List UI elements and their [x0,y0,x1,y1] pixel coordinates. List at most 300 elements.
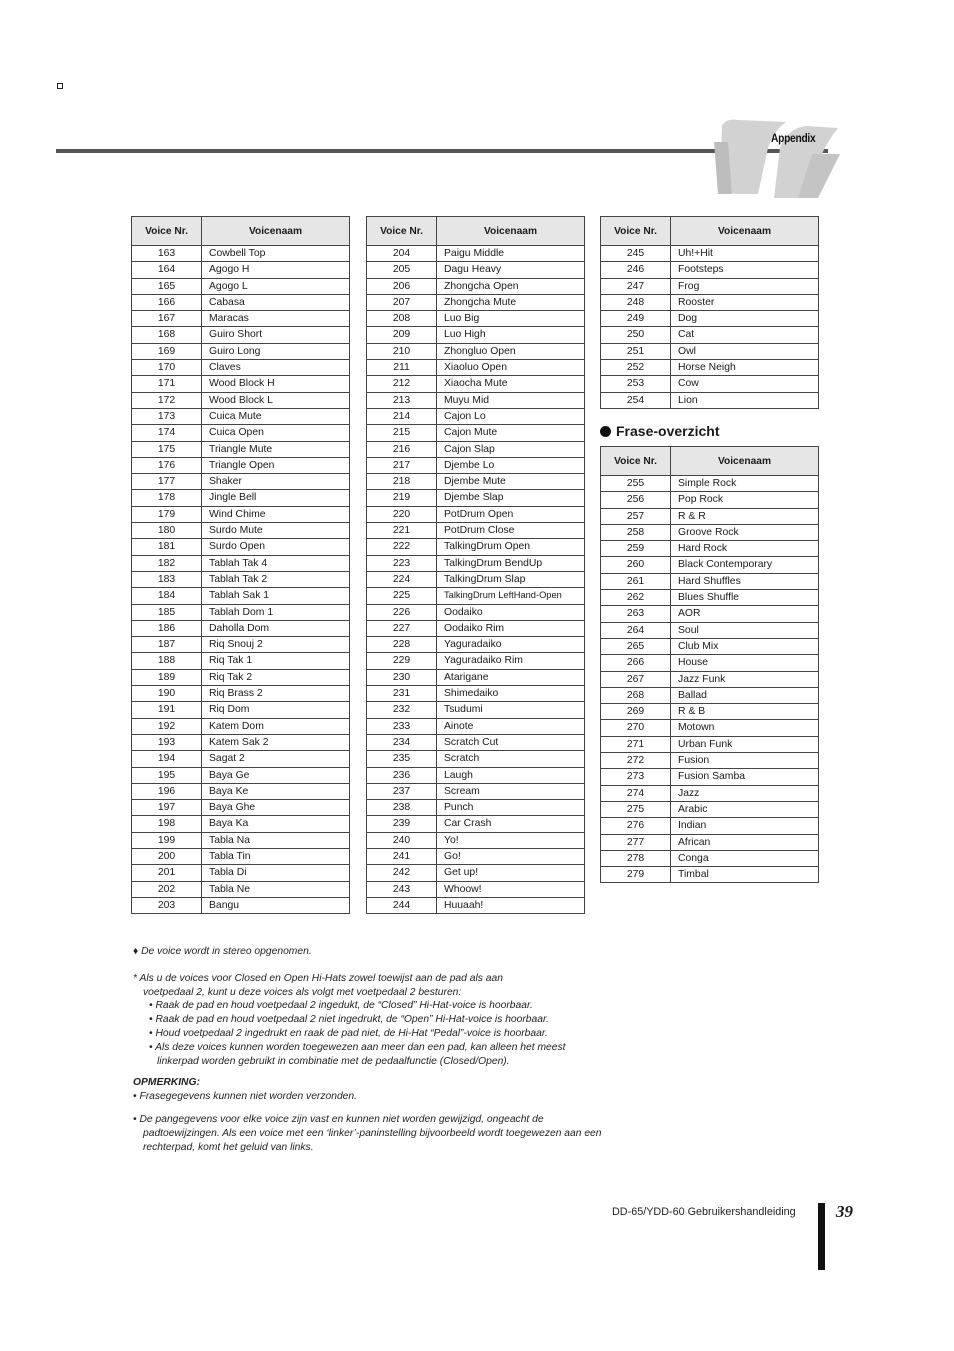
voice-name: Yaguradaiko [437,637,585,653]
voice-number: 229 [367,653,437,669]
table-row [367,620,585,636]
voice-name: Cabasa [202,294,350,310]
table-row [601,606,819,622]
voice-name: Rooster [671,294,819,310]
column-header-voice-nr: Voice Nr. [132,217,202,246]
table-row [601,818,819,834]
voice-name: Urban Funk [671,736,819,752]
voice-name: Owl [671,343,819,359]
table-row [601,278,819,294]
table-row [367,343,585,359]
table-row [367,686,585,702]
table-row [601,476,819,492]
manual-title: DD-65/YDD-60 Gebruikershandleiding [612,1206,796,1218]
voice-number: 231 [367,686,437,702]
voice-name: Katem Sak 2 [202,734,350,750]
voice-number: 243 [367,881,437,897]
table-row [132,457,350,473]
table-row [367,425,585,441]
voice-name: Katem Dom [202,718,350,734]
voice-number: 241 [367,848,437,864]
voice-number: 230 [367,669,437,685]
table-row [601,311,819,327]
table-row [132,669,350,685]
voice-number: 207 [367,294,437,310]
voice-name: Daholla Dom [202,620,350,636]
voice-name: Agogo H [202,262,350,278]
voice-number: 176 [132,457,202,473]
table-row [367,506,585,522]
voice-number: 183 [132,571,202,587]
voice-number: 199 [132,832,202,848]
voice-name: Tablah Dom 1 [202,604,350,620]
voice-name: Groove Rock [671,524,819,540]
table-row [132,865,350,881]
remark-item: • Frasegegevens kunnen niet worden verzonden. [133,1091,357,1103]
table-row [132,376,350,392]
remark-item: • De pangegevens voor elke voice zijn vast en kunnen niet worden gewijzigd, ongeacht de padtoewijzingen. Als een voice met een ‘linker’-paninstelling bijvoorbeeld wordt toegewezen aan een rechterpad, komt het geluid van links. [133,1113,602,1153]
voice-number: 261 [601,573,671,589]
table-row [132,392,350,408]
voice-number: 259 [601,541,671,557]
voice-name: Fusion [671,753,819,769]
voice-name: Whoow! [437,881,585,897]
table-row [367,767,585,783]
table-row [132,490,350,506]
voice-name: Scratch Cut [437,734,585,750]
voice-name: R & B [671,704,819,720]
note-hihat-line1: * Als u de voices voor Closed en Open Hi-Hats zowel toewijst aan de pad als aan [133,972,503,984]
voice-number: 225 [367,588,437,604]
voice-number: 218 [367,474,437,490]
footnotes [133,945,603,1154]
voice-name: Zhongcha Open [437,278,585,294]
voice-number: 268 [601,687,671,703]
table-row [367,408,585,424]
voice-name: Riq Snouj 2 [202,637,350,653]
remark-title: OPMERKING: [133,1077,200,1089]
voice-number: 260 [601,557,671,573]
table-row [132,783,350,799]
voice-name: Car Crash [437,816,585,832]
voice-name: Ballad [671,687,819,703]
voice-name: Muyu Mid [437,392,585,408]
voice-name: Scream [437,783,585,799]
voice-number: 196 [132,783,202,799]
voice-name: TalkingDrum Open [437,539,585,555]
table-row [367,718,585,734]
voice-number: 170 [132,360,202,376]
voice-name: Riq Tak 2 [202,669,350,685]
voice-name: Tablah Tak 4 [202,555,350,571]
voice-number: 192 [132,718,202,734]
table-row [367,588,585,604]
table-row [601,262,819,278]
voice-number: 253 [601,376,671,392]
voice-name: Cuica Mute [202,408,350,424]
voice-name: Agogo L [202,278,350,294]
voice-number: 179 [132,506,202,522]
table-row [601,687,819,703]
voice-name: Atarigane [437,669,585,685]
voice-name: Shimedaiko [437,686,585,702]
voice-name: Hard Shuffles [671,573,819,589]
note-hihat-bullet: • Als deze voices kunnen worden toegewezen aan meer dan een pad, kan alleen het meest linkerpad worden gebruikt in combinatie met de pedaalfunctie (Closed/Open). [149,1041,566,1067]
note-hihat-bullet: • Houd voetpedaal 2 ingedrukt en raak de pad niet, de Hi-Hat “Pedal”-voice is hoorbaar. [149,1027,548,1039]
voice-name: Indian [671,818,819,834]
voice-name: Tabla Na [202,832,350,848]
voice-number: 185 [132,604,202,620]
voice-name: TalkingDrum LeftHand-Open [437,588,585,604]
voice-number: 264 [601,622,671,638]
voice-name: Laugh [437,767,585,783]
voice-name: Djembe Slap [437,490,585,506]
voice-name: Horse Neigh [671,360,819,376]
voice-number: 242 [367,865,437,881]
table-row [132,474,350,490]
note-hihat-bullet: • Raak de pad en houd voetpedaal 2 ingedukt, de “Closed” Hi-Hat-voice is hoorbaar. [149,1000,533,1012]
table-row [601,246,819,262]
voice-number: 224 [367,571,437,587]
voice-name: Scratch [437,751,585,767]
voice-number: 219 [367,490,437,506]
voice-number: 173 [132,408,202,424]
table-row [367,474,585,490]
voice-number: 217 [367,457,437,473]
voice-name: Tablah Sak 1 [202,588,350,604]
voice-name: Paigu Middle [437,246,585,262]
voice-number: 279 [601,867,671,883]
voice-name: Maracas [202,311,350,327]
table-row [132,897,350,913]
table-row [132,702,350,718]
table-row [132,408,350,424]
voice-name: TalkingDrum Slap [437,571,585,587]
table-row [367,311,585,327]
voice-number: 222 [367,539,437,555]
voice-number: 250 [601,327,671,343]
voice-name: Baya Ka [202,816,350,832]
voice-name: Tabla Di [202,865,350,881]
table-row [132,571,350,587]
voice-name: Motown [671,720,819,736]
table-row [132,539,350,555]
voice-name: African [671,834,819,850]
voice-name: Arabic [671,801,819,817]
voice-number: 200 [132,848,202,864]
table-row [601,867,819,883]
table-row [367,327,585,343]
voice-number: 212 [367,376,437,392]
table-row [367,376,585,392]
table-row [367,637,585,653]
voice-number: 226 [367,604,437,620]
table-row [367,246,585,262]
table-row [132,294,350,310]
voice-name: Footsteps [671,262,819,278]
voice-number: 165 [132,278,202,294]
voice-number: 221 [367,523,437,539]
voice-name: Yaguradaiko Rim [437,653,585,669]
voice-number: 271 [601,736,671,752]
voice-number: 247 [601,278,671,294]
voice-number: 167 [132,311,202,327]
voice-name: TalkingDrum BendUp [437,555,585,571]
voice-name: Cowbell Top [202,246,350,262]
voice-number: 278 [601,850,671,866]
voice-name: Sagat 2 [202,751,350,767]
table-row [601,392,819,408]
voice-number: 163 [132,246,202,262]
voice-name: Get up! [437,865,585,881]
voice-number: 262 [601,590,671,606]
voice-name: Surdo Open [202,539,350,555]
voice-name: Cat [671,327,819,343]
voice-table-3 [600,216,819,409]
voice-number: 193 [132,734,202,750]
voice-number: 164 [132,262,202,278]
voice-number: 238 [367,800,437,816]
voice-name: Dagu Heavy [437,262,585,278]
page-number: 39 [836,1202,853,1221]
table-row [601,753,819,769]
voice-name: Riq Tak 1 [202,653,350,669]
voice-number: 215 [367,425,437,441]
voice-number: 211 [367,360,437,376]
voice-number: 186 [132,620,202,636]
voice-number: 210 [367,343,437,359]
table-row [367,262,585,278]
table-row [367,865,585,881]
voice-name: Cajon Lo [437,408,585,424]
voice-name: Luo Big [437,311,585,327]
table-row [601,360,819,376]
table-row [601,590,819,606]
table-row [132,343,350,359]
voice-number: 235 [367,751,437,767]
voice-number: 204 [367,246,437,262]
voice-name: Xiaoluo Open [437,360,585,376]
voice-name: Cajon Mute [437,425,585,441]
voice-number: 213 [367,392,437,408]
table-row [367,278,585,294]
table-row [601,736,819,752]
voice-number: 175 [132,441,202,457]
table-row [132,637,350,653]
voice-number: 197 [132,800,202,816]
table-row [601,573,819,589]
table-row [367,294,585,310]
table-row [367,734,585,750]
voice-name: Wood Block H [202,376,350,392]
voice-name: Timbal [671,867,819,883]
voice-table-2 [366,216,585,914]
voice-number: 256 [601,492,671,508]
column-header-voicenaam: Voicenaam [671,447,819,476]
voice-name: Cow [671,376,819,392]
table-row [601,850,819,866]
table-row [132,278,350,294]
voice-name: Fusion Samba [671,769,819,785]
table-row [367,800,585,816]
voice-number: 171 [132,376,202,392]
voice-number: 274 [601,785,671,801]
voice-name: Triangle Mute [202,441,350,457]
voice-number: 169 [132,343,202,359]
voice-number: 220 [367,506,437,522]
voice-name: Club Mix [671,638,819,654]
voice-number: 194 [132,751,202,767]
voice-name: Cuica Open [202,425,350,441]
voice-number: 228 [367,637,437,653]
voice-name: Zhongluo Open [437,343,585,359]
table-row [132,327,350,343]
table-row [367,848,585,864]
voice-number: 265 [601,638,671,654]
footer-bar [818,1203,825,1270]
voice-number: 216 [367,441,437,457]
table-row [132,800,350,816]
voice-name: Go! [437,848,585,864]
voice-name: Zhongcha Mute [437,294,585,310]
voice-name: Lion [671,392,819,408]
voice-name: Triangle Open [202,457,350,473]
table-row [367,539,585,555]
voice-number: 223 [367,555,437,571]
voice-name: Oodaiko [437,604,585,620]
note-hihat-bullet: • Raak de pad en houd voetpedaal 2 niet ingedrukt, de “Open” Hi-Hat-voice is hoorbaar. [149,1014,549,1026]
table-row [601,508,819,524]
voice-number: 190 [132,686,202,702]
note-hihat-line2: voetpedaal 2, kunt u deze voices als volgt met voetpedaal 2 besturen: [143,986,462,998]
table-row [132,555,350,571]
voice-number: 182 [132,555,202,571]
voice-number: 234 [367,734,437,750]
table-row [132,441,350,457]
table-row [132,734,350,750]
table-row [132,506,350,522]
voice-name: Tsudumi [437,702,585,718]
voice-number: 254 [601,392,671,408]
voice-number: 178 [132,490,202,506]
table-row [601,638,819,654]
voice-number: 237 [367,783,437,799]
bullet-dot-icon [600,426,611,437]
table-row [601,704,819,720]
voice-name: Riq Dom [202,702,350,718]
voice-number: 257 [601,508,671,524]
voice-name: AOR [671,606,819,622]
voice-name: Riq Brass 2 [202,686,350,702]
table-row [367,457,585,473]
voice-number: 209 [367,327,437,343]
voice-name: House [671,655,819,671]
voice-name: Cajon Slap [437,441,585,457]
column-header-voice-nr: Voice Nr. [601,217,671,246]
table-row [132,718,350,734]
table-row [601,655,819,671]
voice-number: 180 [132,523,202,539]
table-row [132,816,350,832]
voice-number: 187 [132,637,202,653]
table-row [601,769,819,785]
voice-name: Wood Block L [202,392,350,408]
column-header-voice-nr: Voice Nr. [367,217,437,246]
table-row [367,816,585,832]
table-row [132,588,350,604]
voice-name: Pop Rock [671,492,819,508]
table-row [132,311,350,327]
table-row [367,751,585,767]
voice-name: Wind Chime [202,506,350,522]
voice-number: 248 [601,294,671,310]
voice-name: Baya Ghe [202,800,350,816]
voice-number: 276 [601,818,671,834]
voice-name: Xiaocha Mute [437,376,585,392]
voice-number: 172 [132,392,202,408]
voice-name: PotDrum Open [437,506,585,522]
voice-name: Punch [437,800,585,816]
voice-name: Baya Ge [202,767,350,783]
voice-name: Jazz [671,785,819,801]
voice-name: Uh!+Hit [671,246,819,262]
voice-number: 174 [132,425,202,441]
voice-name: Conga [671,850,819,866]
voice-name: Black Contemporary [671,557,819,573]
table-row [601,524,819,540]
voice-number: 244 [367,897,437,913]
table-row [367,783,585,799]
voice-name: Blues Shuffle [671,590,819,606]
voice-number: 236 [367,767,437,783]
voice-number: 266 [601,655,671,671]
table-row [367,441,585,457]
table-row [367,702,585,718]
voice-number: 258 [601,524,671,540]
voice-number: 277 [601,834,671,850]
voice-name: Tabla Ne [202,881,350,897]
voice-name: Jazz Funk [671,671,819,687]
table-row [601,294,819,310]
voice-name: R & R [671,508,819,524]
voice-number: 273 [601,769,671,785]
voice-name: Bangu [202,897,350,913]
table-row [601,343,819,359]
column-header-voice-nr: Voice Nr. [601,447,671,476]
table-row [367,881,585,897]
voice-name: Hard Rock [671,541,819,557]
table-row [132,262,350,278]
phrase-list-heading [600,423,719,439]
phrase-list-heading-text: Frase-overzicht [616,423,720,439]
voice-number: 252 [601,360,671,376]
voice-number: 246 [601,262,671,278]
voice-number: 245 [601,246,671,262]
table-row [601,492,819,508]
voice-number: 251 [601,343,671,359]
voice-name: Dog [671,311,819,327]
column-header-voicenaam: Voicenaam [202,217,350,246]
voice-name: Ainote [437,718,585,734]
voice-number: 181 [132,539,202,555]
voice-number: 205 [367,262,437,278]
table-row [132,653,350,669]
table-row [132,523,350,539]
voice-name: Djembe Mute [437,474,585,490]
table-row [601,622,819,638]
voice-name: Yo! [437,832,585,848]
table-row [367,555,585,571]
